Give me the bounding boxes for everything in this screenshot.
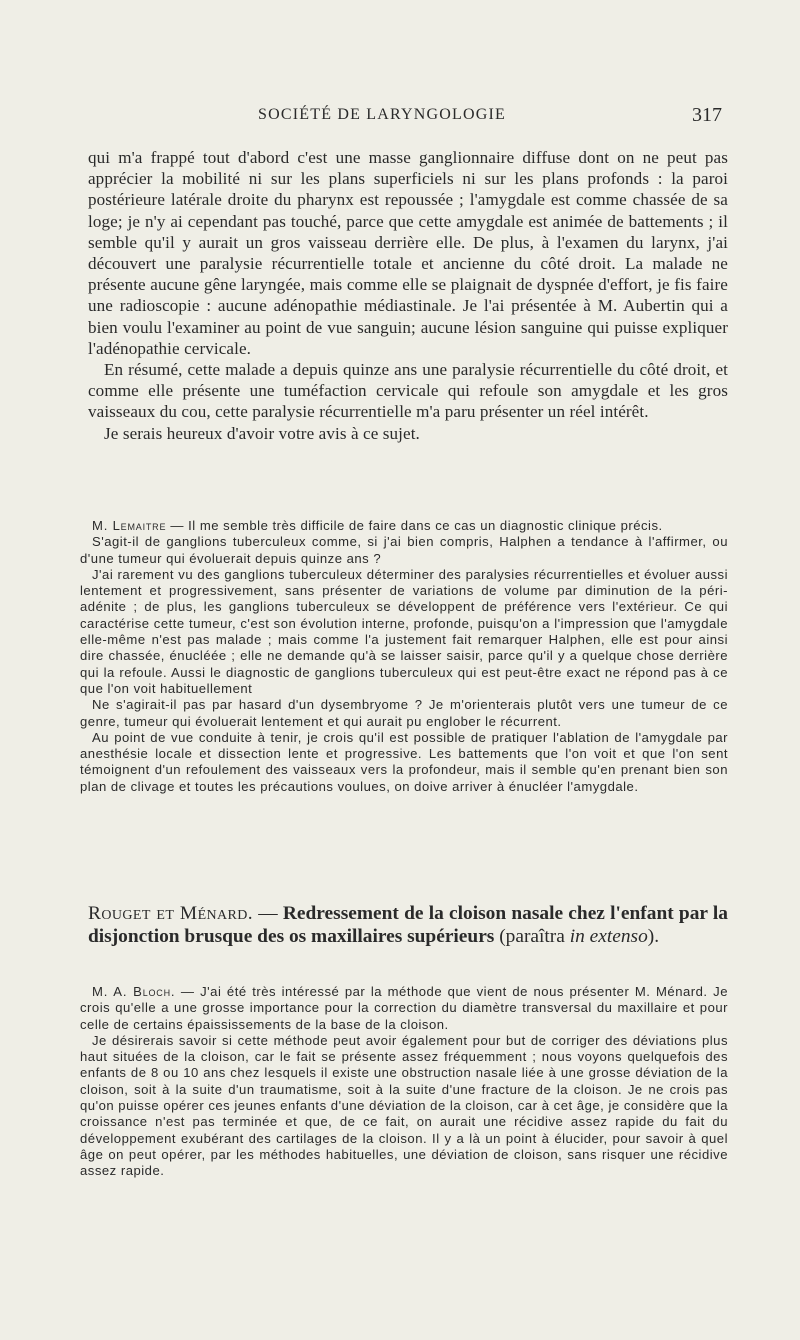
discussion-lemaitre [80, 518, 728, 795]
discussion-paragraph: J'ai rarement vu des ganglions tuberculeux déterminer des paralysies récurrentielles et évoluer aussi lentement et progressivement, sans présenter de variations de volume par diminution de la péri-adénite ; de plus, les ganglions tuberculeux se développent de préférence vers l'extérieur. Ce qui caractérise cette tumeur, c'est son évolution interne, profonde, puisqu'on a l'impression que l'amygdale elle-même n'est pas malade ; mais comme l'a justement fait remarquer Halphen, elle est pour ainsi dire chassée, énucléée ; elle ne demande qu'à se laisser saisir, parce qu'il y a quelque chose derrière qui la refoule. Aussi le diagnostic de ganglions tuberculeux qui est peut-être exact ne répond pas à ce que l'on voit habituellement [80, 566, 728, 696]
running-header [88, 104, 722, 132]
closing-paragraph: Je serais heureux d'avoir votre avis à ce sujet. [104, 423, 420, 443]
discussion-bloch [80, 984, 728, 1180]
section-dash: — [253, 903, 283, 924]
page-number: 317 [692, 104, 722, 126]
speaker-name: M. Lemaitre [92, 518, 167, 533]
summary-paragraph: En résumé, cette malade a depuis quinze ans une paralysie récurrentielle du côté droit, et comme elle présente une tuméfaction cervicale qui refoule son amygdale et les gros vaisseaux du cou, cette paralysie récurrentielle m'a paru présenter un réel intérêt. [88, 360, 728, 422]
section-title: Redressement de la cloison nasale chez l'enfant par la disjonction brusque des os maxillaires supérieurs [88, 903, 728, 947]
speaker-name: M. A. Bloch. [92, 984, 176, 999]
discussion-paragraph [80, 518, 728, 534]
discussion-text: — Il me semble très difficile de faire dans ce cas un diagnostic clinique précis. [166, 518, 663, 533]
case-report-text [88, 147, 728, 444]
header-title: SOCIÉTÉ DE LARYNGOLOGIE [258, 106, 507, 123]
section-note-italic: in extenso [569, 926, 648, 947]
discussion-text: — J'ai été très intéressé par la méthode que vient de nous présenter M. Ménard. Je crois qu'elle a une grosse importance pour la correction du diamètre transversal du maxillaire et pour celle de certains épaississements de la base de la cloison. [80, 984, 728, 1032]
discussion-paragraph: Au point de vue conduite à tenir, je crois qu'il est possible de pratiquer l'ablation de l'amygdale par anesthésie locale et dissection lente et progressive. Les battements que l'on voit et que l'on sent témoignent d'un refoulement des vaisseaux vers la profondeur, mais il semble qu'en prenant bien son plan de clivage et toutes les précautions voulues, on doive arriver à énucléer l'amygdale. [80, 729, 728, 794]
discussion-paragraph [80, 984, 728, 1033]
section-note-close: ). [647, 926, 660, 947]
discussion-paragraph: Ne s'agirait-il pas par hasard d'un dysembryome ? Je m'orienterais plutôt vers une tumeur de ce genre, tumeur qui évoluerait lentement et qui aurait pu englober le récurrent. [80, 697, 728, 729]
discussion-paragraph: Je désirerais savoir si cette méthode peut avoir également pour but de corriger des déviations plus haut situées de la cloison, car le fait se présente assez fréquemment ; nous voyons quelquefois des enfants de 8 ou 10 ans chez lesquels il existe une obstruction nasale liée à une grosse déviation de la cloison, soit à la suite d'un traumatisme, soit à la suite d'une fracture de la cloison. Je ne crois pas qu'on puisse opérer ces jeunes enfants d'une déviation de la cloison, car à cet âge, je considère que la croissance n'est pas terminée et que, de ce fait, on aurait une récidive assez rapide du fait du développement exubérant des cartilages de la cloison. Il y a là un point à élucider, pour savoir à quel âge on peut opérer, par les méthodes habituelles, une déviation de cloison, sans risquer une récidive assez rapide. [80, 1032, 728, 1179]
section-heading [88, 902, 728, 948]
section-note-open: (paraîtra [494, 926, 570, 947]
case-paragraph: qui m'a frappé tout d'abord c'est une masse ganglionnaire diffuse dont on ne peut pas apprécier la mobilité ni sur les plans superficiels ni sur les plans profonds : la paroi postérieure latérale droite du pharynx est repoussée ; l'amygdale est comme chassée de sa loge; je n'y ai cependant pas touché, parce que cette amygdale est animée de battements ; il semble qu'il y aurait un gros vaisseau derrière elle. De plus, à l'examen du larynx, j'ai découvert une paralysie récurrentielle totale et ancienne du côté droit. La malade ne présente aucune gêne laryngée, mais comme elle se plaignait de dyspnée d'effort, je fis faire une radioscopie : aucune adénopathie médiastinale. Je l'ai présentée à M. Aubertin qui a bien voulu l'examiner au point de vue sanguin; aucune lésion sanguine qui puisse expliquer l'adénopathie cervicale. [88, 148, 728, 358]
section-authors: Rouget et Ménard. [88, 903, 254, 924]
discussion-paragraph: S'agit-il de ganglions tuberculeux comme, si j'ai bien compris, Halphen a tendance à l'affirmer, ou d'une tumeur qui évoluerait depuis quinze ans ? [80, 534, 728, 566]
